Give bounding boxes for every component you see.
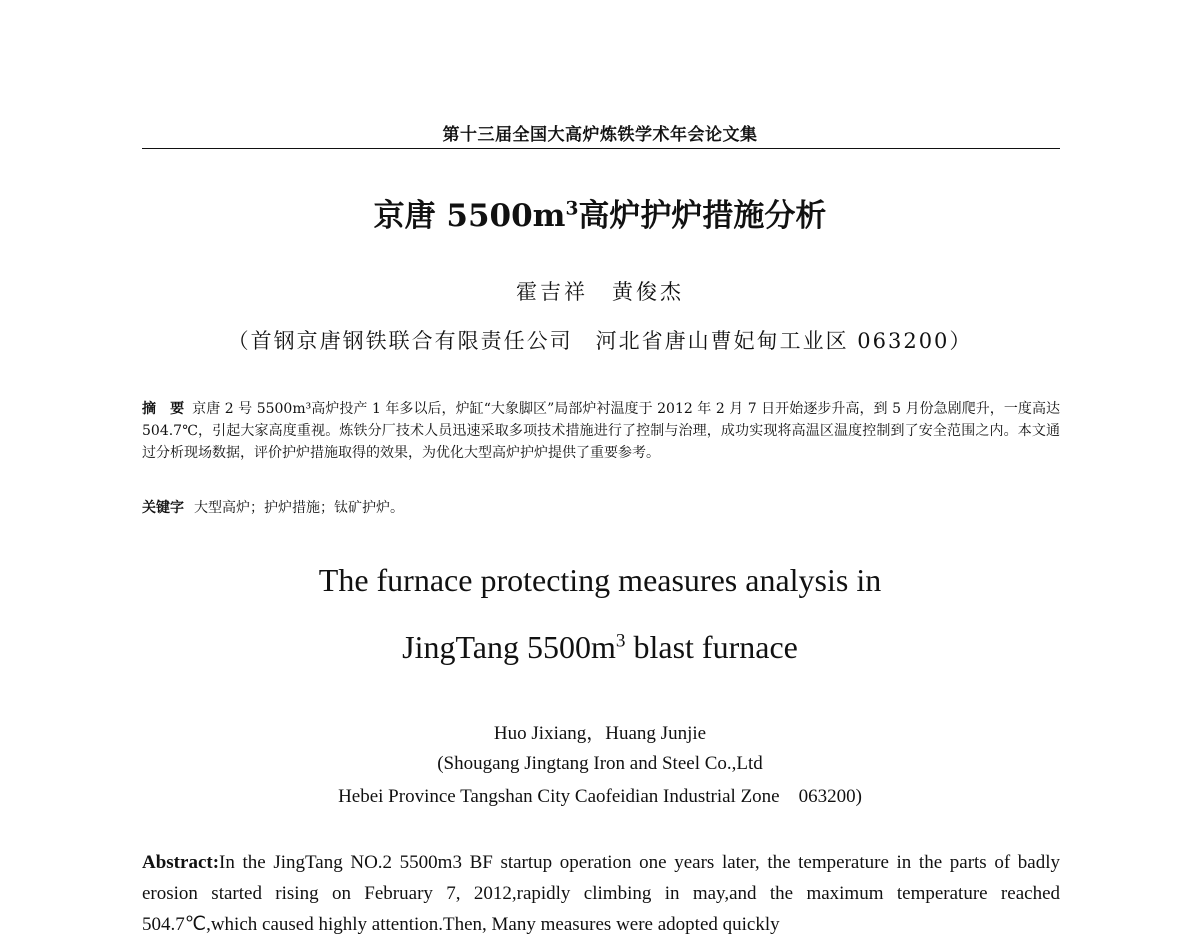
title-cn-part1: 京唐 5500m: [373, 198, 566, 234]
keywords-cn: [142, 497, 1060, 519]
affiliation-en-line1: (Shougang Jingtang Iron and Steel Co.,Ltd: [437, 753, 763, 774]
authors-en: Huo Jixiang，Huang Junjie: [493, 723, 707, 744]
paper-title-cn: [0, 190, 1200, 235]
running-header: 第十三届全国大高炉炼铁学术年会论文集: [442, 125, 758, 145]
title-en-superscript: 3: [615, 630, 626, 652]
abstract-cn: [142, 398, 1060, 464]
paper-title-en-line1: The furnace protecting measures analysis in: [318, 562, 882, 598]
abstract-en-text: In the JingTang NO.2 5500m3 BF startup operation one years later, the temperature in the parts of badly erosion started rising on February 7, 2012,rapidly climbing in may,and the maximum temperature reached 504.7℃,which caused highly attention.Then, Many measures were adopted quickly: [142, 852, 1060, 935]
title-en-line2-part2: blast furnace: [625, 629, 798, 665]
affiliation-en-line2: Hebei Province Tangshan City Caofeidian Industrial Zone 063200): [338, 786, 862, 807]
header-rule: [142, 148, 1060, 149]
title-cn-part2: 高炉护炉措施分析: [578, 198, 827, 234]
authors-cn: 霍吉祥 黄俊杰: [516, 280, 684, 304]
abstract-en: [142, 847, 1060, 940]
title-cn-superscript: 3: [565, 198, 579, 220]
abstract-cn-text: 京唐 2 号 5500m³高炉投产 1 年多以后，炉缸“大象脚区”局部炉衬温度于 2012 年 2 月 7 日开始逐步升高，到 5 月份急剧爬升，一度高达 504.7℃，引起大家高度重视。炼铁分厂技术人员迅速采取多项技术措施进行了控制与治理，成功实现将高温区温度控制到了安全范围之内。本文通过分析现场数据，评价护炉措施取得的效果，为优化大型高炉护炉提供了重要参考。: [142, 401, 1060, 461]
paper-title-en-line2: [0, 627, 1200, 667]
affiliation-cn: （首钢京唐钢铁联合有限责任公司 河北省唐山曹妃甸工业区 063200）: [227, 329, 973, 353]
abstract-en-label: Abstract:: [142, 852, 220, 873]
title-en-line2-part1: JingTang 5500m: [402, 629, 616, 665]
keywords-cn-text: 大型高炉；护炉措施；钛矿护炉。: [194, 500, 404, 516]
keywords-cn-label: 关键字: [142, 500, 184, 516]
abstract-cn-label: 摘 要: [142, 401, 185, 417]
